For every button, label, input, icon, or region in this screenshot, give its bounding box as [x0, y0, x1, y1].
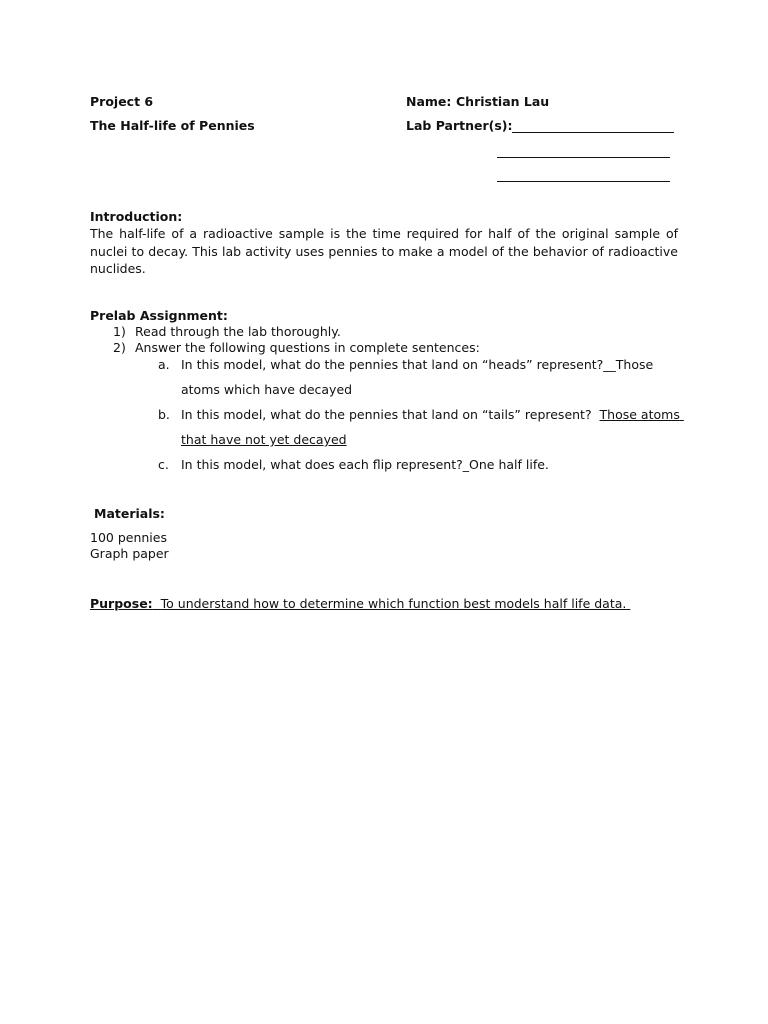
question-letter: c.: [158, 457, 169, 472]
purpose-label: Purpose:: [90, 596, 153, 611]
purpose-text: To understand how to determine which function best models half life data.: [160, 596, 627, 611]
question-letter: a.: [158, 357, 170, 372]
materials-item: Graph paper: [90, 546, 169, 561]
answer-text: atoms which have decayed: [181, 382, 353, 397]
document-title: The Half-life of Pennies: [90, 118, 255, 133]
question-text: In this model, what do the pennies that land on “heads” represent?: [181, 357, 604, 372]
answer-text: One half life.: [469, 457, 549, 472]
materials-heading: Materials:: [94, 506, 165, 521]
question-text: In this model, what do the pennies that land on “tails” represent?: [181, 407, 592, 422]
prelab-item-number: 1): [113, 324, 126, 339]
lab-partner-line-2: [497, 157, 670, 158]
prelab-item-number: 2): [113, 340, 126, 355]
answer-text: that have not yet decayed: [181, 432, 347, 447]
name-value: Christian Lau: [456, 94, 550, 109]
lab-partner-label: Lab Partner(s):: [406, 118, 513, 133]
question-letter: b.: [158, 407, 170, 422]
materials-item: 100 pennies: [90, 530, 167, 545]
question-a: [181, 357, 653, 372]
prelab-item-text: Answer the following questions in complete sentences:: [135, 340, 480, 355]
introduction-heading: Introduction:: [90, 209, 183, 224]
lab-partner-line-3: [497, 181, 670, 182]
answer-filler: _: [462, 457, 470, 472]
answer-text: Those atoms: [599, 407, 680, 422]
introduction-text: The half-life of a radioactive sample is the time required for half of the original sample of nuclei to decay. This lab activity uses pennies to make a model of the behavior of radioactive nuclides.: [90, 226, 678, 276]
answer-text: Those: [615, 357, 654, 372]
name-label: Name:: [406, 94, 452, 109]
prelab-item-text: Read through the lab thoroughly.: [135, 324, 341, 339]
question-c: [181, 457, 549, 472]
question-text: In this model, what does each flip represent?: [181, 457, 463, 472]
purpose: [90, 596, 630, 611]
lab-partner-line-1: [512, 132, 674, 133]
prelab-heading: Prelab Assignment:: [90, 308, 228, 323]
question-b: [181, 407, 684, 422]
project-number: Project 6: [90, 94, 154, 109]
answer-filler: __: [603, 357, 616, 372]
